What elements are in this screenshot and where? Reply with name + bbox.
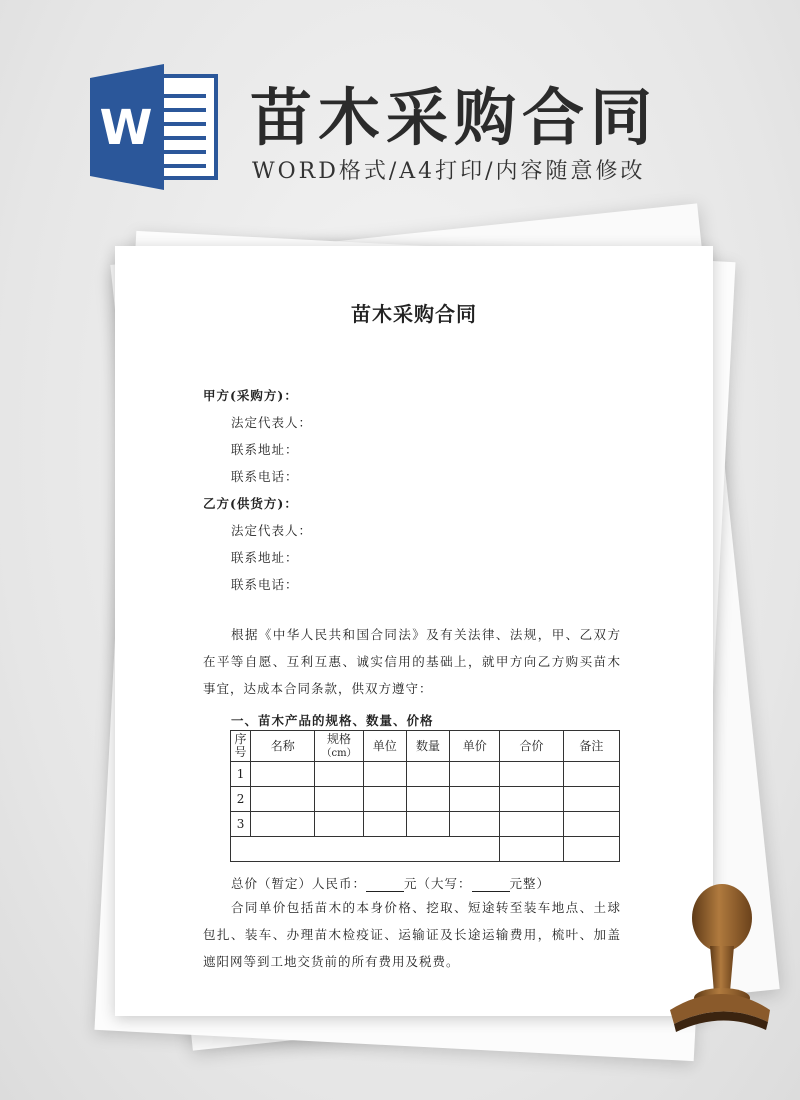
table-header-seq: 序 号 xyxy=(231,731,251,762)
party-a-representative: 法定代表人： xyxy=(231,415,313,430)
section-1-heading: 一、苗木产品的规格、数量、价格 xyxy=(231,713,434,728)
party-a-phone: 联系电话： xyxy=(231,469,299,484)
word-document-icon xyxy=(88,62,218,192)
intro-paragraph: 根据《中华人民共和国合同法》及有关法律、法规，甲、乙双方在平等自愿、互利互惠、诚实信用的基础上，就甲方向乙方购买苗木事宜，达成本合同条款，供双方遵守： xyxy=(203,627,621,696)
document-page xyxy=(115,246,713,1016)
rubber-stamp-icon xyxy=(650,860,780,1040)
table-cell-seq: 1 xyxy=(231,762,251,787)
table-header-qty: 数量 xyxy=(406,731,449,762)
table-header-row xyxy=(231,731,620,762)
table-header-remarks: 备注 xyxy=(563,731,619,762)
spec-table xyxy=(230,730,620,862)
table-cell-seq: 3 xyxy=(231,812,251,837)
party-b-phone: 联系电话： xyxy=(231,577,299,592)
table-row xyxy=(231,812,620,837)
party-b-address: 联系地址： xyxy=(231,550,299,565)
table-row xyxy=(231,762,620,787)
table-cell-seq: 2 xyxy=(231,787,251,812)
page-subtitle: WORD格式/A4打印/内容随意修改 xyxy=(252,159,646,184)
table-header-unit-price: 单价 xyxy=(450,731,500,762)
document-title: 苗木采购合同 xyxy=(351,302,477,326)
party-a-heading: 甲方(采购方)： xyxy=(203,388,298,403)
page-title: 苗木采购合同 xyxy=(250,81,659,154)
table-header-spec: 规格 （cm） xyxy=(315,731,363,762)
table-header-unit: 单位 xyxy=(363,731,406,762)
total-price-line: 总价（暂定）人民币： 元（大写： 元整） xyxy=(231,876,551,891)
party-b-representative: 法定代表人： xyxy=(231,523,313,538)
table-header-name: 名称 xyxy=(251,731,315,762)
table-header-total-price: 合价 xyxy=(500,731,563,762)
party-b-heading: 乙方(供货方)： xyxy=(203,496,298,511)
table-total-row xyxy=(231,837,620,862)
price-note-paragraph: 合同单价包括苗木的本身价格、挖取、短途转至装车地点、土球包扎、装车、办理苗木检疫证、运输证及长途运输费用，梳叶、加盖遮阳网等到工地交货前的所有费用及税费。 xyxy=(203,900,621,969)
word-logo-letter: W xyxy=(99,100,153,156)
table-row xyxy=(231,787,620,812)
party-a-address: 联系地址： xyxy=(231,442,299,457)
